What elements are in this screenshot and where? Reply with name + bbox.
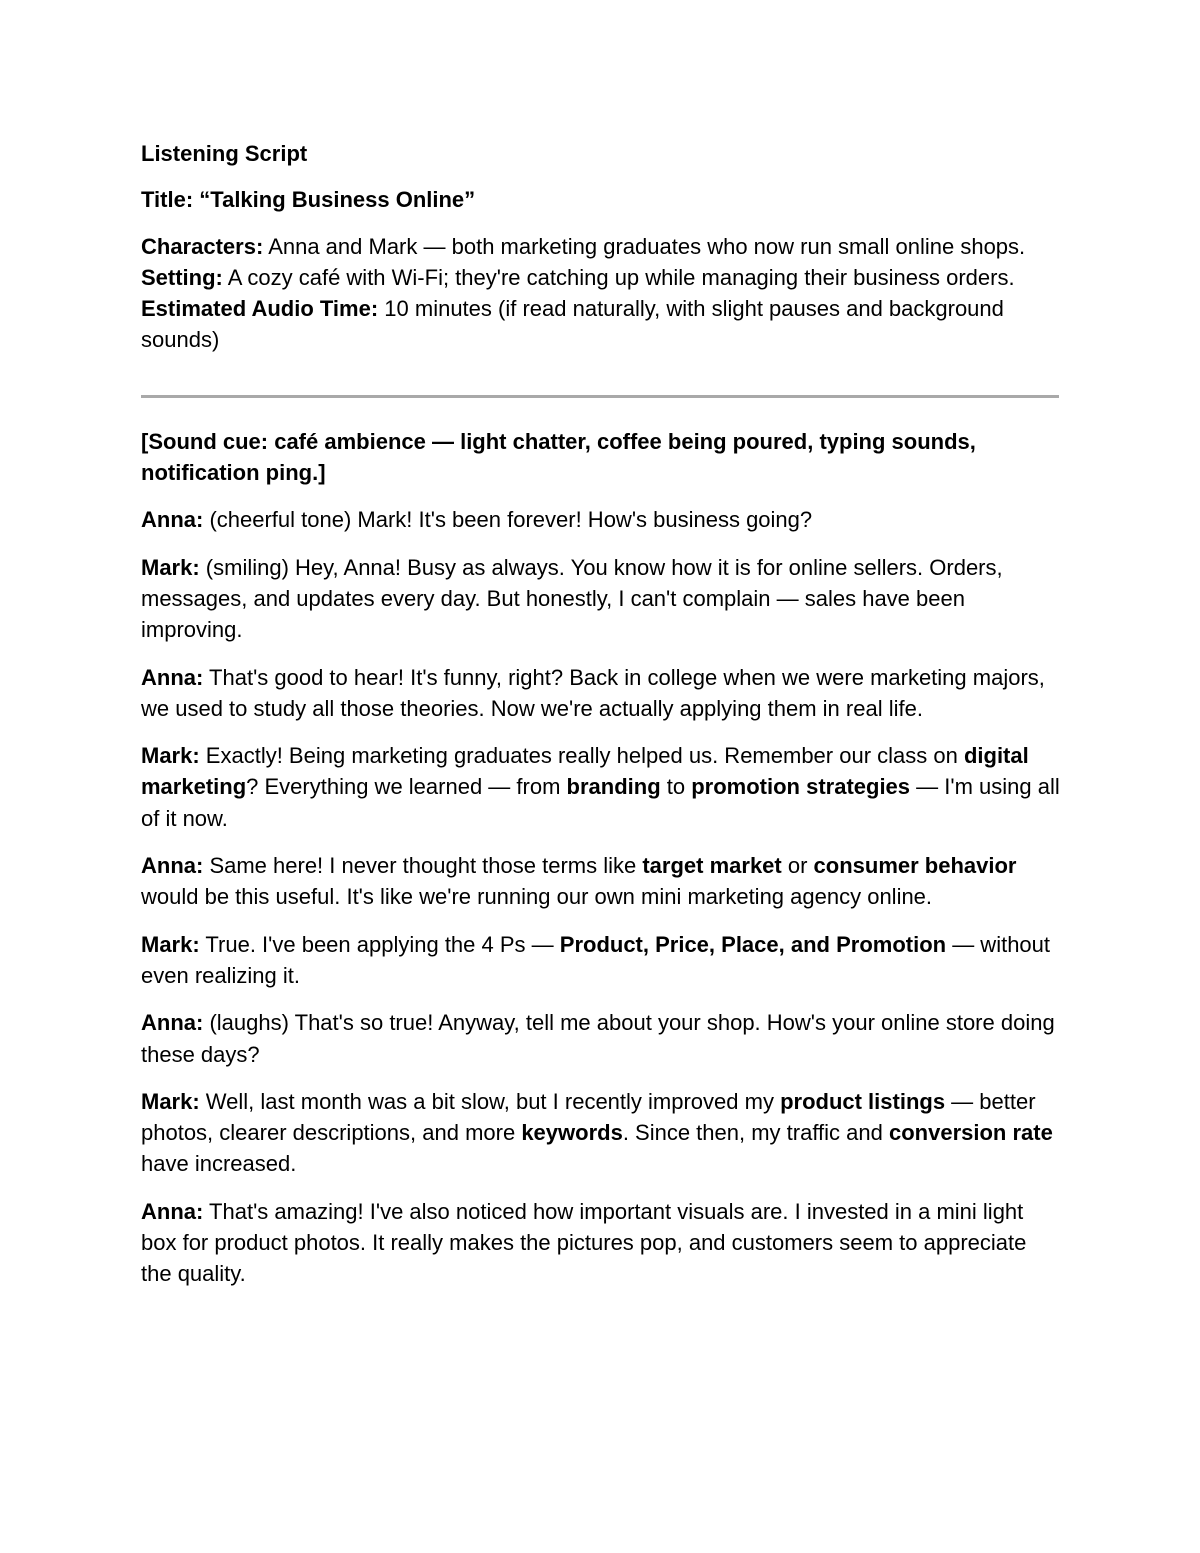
- setting-label: Setting:: [141, 264, 223, 290]
- key-term: Product, Price, Place, and Promotion: [559, 931, 947, 957]
- key-term: target market: [642, 853, 782, 879]
- dialogue-text: have increased.: [141, 1151, 297, 1177]
- dialogue-text: True. I've been applying the 4 Ps —: [199, 931, 560, 957]
- key-term: conversion rate: [888, 1120, 1053, 1146]
- dialogue-line: [141, 929, 1061, 992]
- dialogue-text: Same here! I never thought those terms like: [203, 853, 643, 879]
- document-heading: Listening Script: [141, 141, 308, 166]
- dialogue-line: [141, 740, 1061, 834]
- dialogue-text: ? Everything we learned — from: [246, 774, 567, 800]
- dialogue-line: [141, 504, 1061, 535]
- speaker-label: Anna:: [141, 1010, 204, 1036]
- title-value: “Talking Business Online”: [199, 187, 476, 213]
- dialogue-line: [141, 552, 1061, 646]
- dialogue-line: [141, 1007, 1061, 1070]
- key-term: keywords: [521, 1120, 623, 1146]
- key-term: promotion strategies: [691, 774, 911, 800]
- dialogue-text: That's good to hear! It's funny, right? Back in college when we were marketing majors, we used to study all those theories. Now we're actually applying them in real life.: [141, 664, 1045, 721]
- horizontal-divider: [141, 395, 1059, 398]
- setting-value: A cozy café with Wi-Fi; they're catching up while managing their business orders.: [227, 264, 1015, 290]
- speaker-label: Mark:: [141, 931, 200, 957]
- characters-value: Anna and Mark — both marketing graduates who now run small online shops.: [268, 233, 1026, 259]
- dialogue-text: Well, last month was a bit slow, but I recently improved my: [199, 1088, 781, 1114]
- audio-time-label: Estimated Audio Time:: [141, 296, 379, 322]
- sound-cue: [Sound cue: café ambience — light chatter, coffee being poured, typing sounds, notification ping.]: [141, 428, 976, 486]
- speaker-label: Anna:: [141, 664, 204, 690]
- dialogue-text: or: [781, 853, 814, 879]
- dialogue-text: — without even realizing it.: [141, 931, 1051, 988]
- speaker-label: Anna:: [141, 853, 204, 879]
- characters-line: [141, 231, 1061, 262]
- dialogue-text: (laughs) That's so true! Anyway, tell me about your shop. How's your online store doing these days?: [141, 1010, 1055, 1067]
- dialogue-text: That's amazing! I've also noticed how important visuals are. I invested in a mini light box for product photos. It really makes the pictures pop, and customers seem to appreciate the quality.: [141, 1198, 1027, 1287]
- dialogue-text: (smiling) Hey, Anna! Busy as always. You know how it is for online sellers. Orders, messages, and updates every day. But honestly, I can't complain — sales have been improving.: [141, 554, 1003, 643]
- dialogue-text: would be this useful. It's like we're running our own mini marketing agency online.: [141, 884, 933, 910]
- dialogue-line: [141, 662, 1061, 725]
- dialogue-text: — I'm using all of it now.: [141, 774, 1060, 831]
- dialogue-text: — better photos, clearer descriptions, and more: [141, 1088, 1036, 1146]
- key-term: consumer behavior: [813, 853, 1017, 879]
- speaker-label: Anna:: [141, 507, 204, 533]
- audio-time-value: 10 minutes (if read naturally, with slight pauses and background sounds): [141, 296, 1004, 353]
- dialogue-text: Exactly! Being marketing graduates really helped us. Remember our class on: [199, 743, 964, 769]
- key-term: digital marketing: [141, 743, 1029, 800]
- script-title: [141, 184, 1061, 215]
- characters-label: Characters:: [141, 233, 264, 259]
- document-page: [141, 138, 1061, 1306]
- speaker-label: Mark:: [141, 554, 200, 580]
- key-term: product listings: [780, 1088, 946, 1114]
- speaker-label: Mark:: [141, 1088, 200, 1114]
- setting-line: [141, 262, 1061, 293]
- dialogue-text: . Since then, my traffic and: [622, 1120, 889, 1146]
- dialogue-line: [141, 850, 1061, 913]
- dialogue-text: to: [660, 774, 692, 800]
- speaker-label: Anna:: [141, 1198, 204, 1224]
- title-label: Title:: [141, 187, 194, 213]
- key-term: branding: [566, 774, 661, 800]
- audio-time-line: [141, 293, 1061, 356]
- dialogue-text: (cheerful tone) Mark! It's been forever! How's business going?: [203, 507, 813, 533]
- dialogue-line: [141, 1196, 1061, 1290]
- dialogue-list: [141, 504, 1061, 1289]
- speaker-label: Mark:: [141, 743, 200, 769]
- dialogue-line: [141, 1086, 1061, 1180]
